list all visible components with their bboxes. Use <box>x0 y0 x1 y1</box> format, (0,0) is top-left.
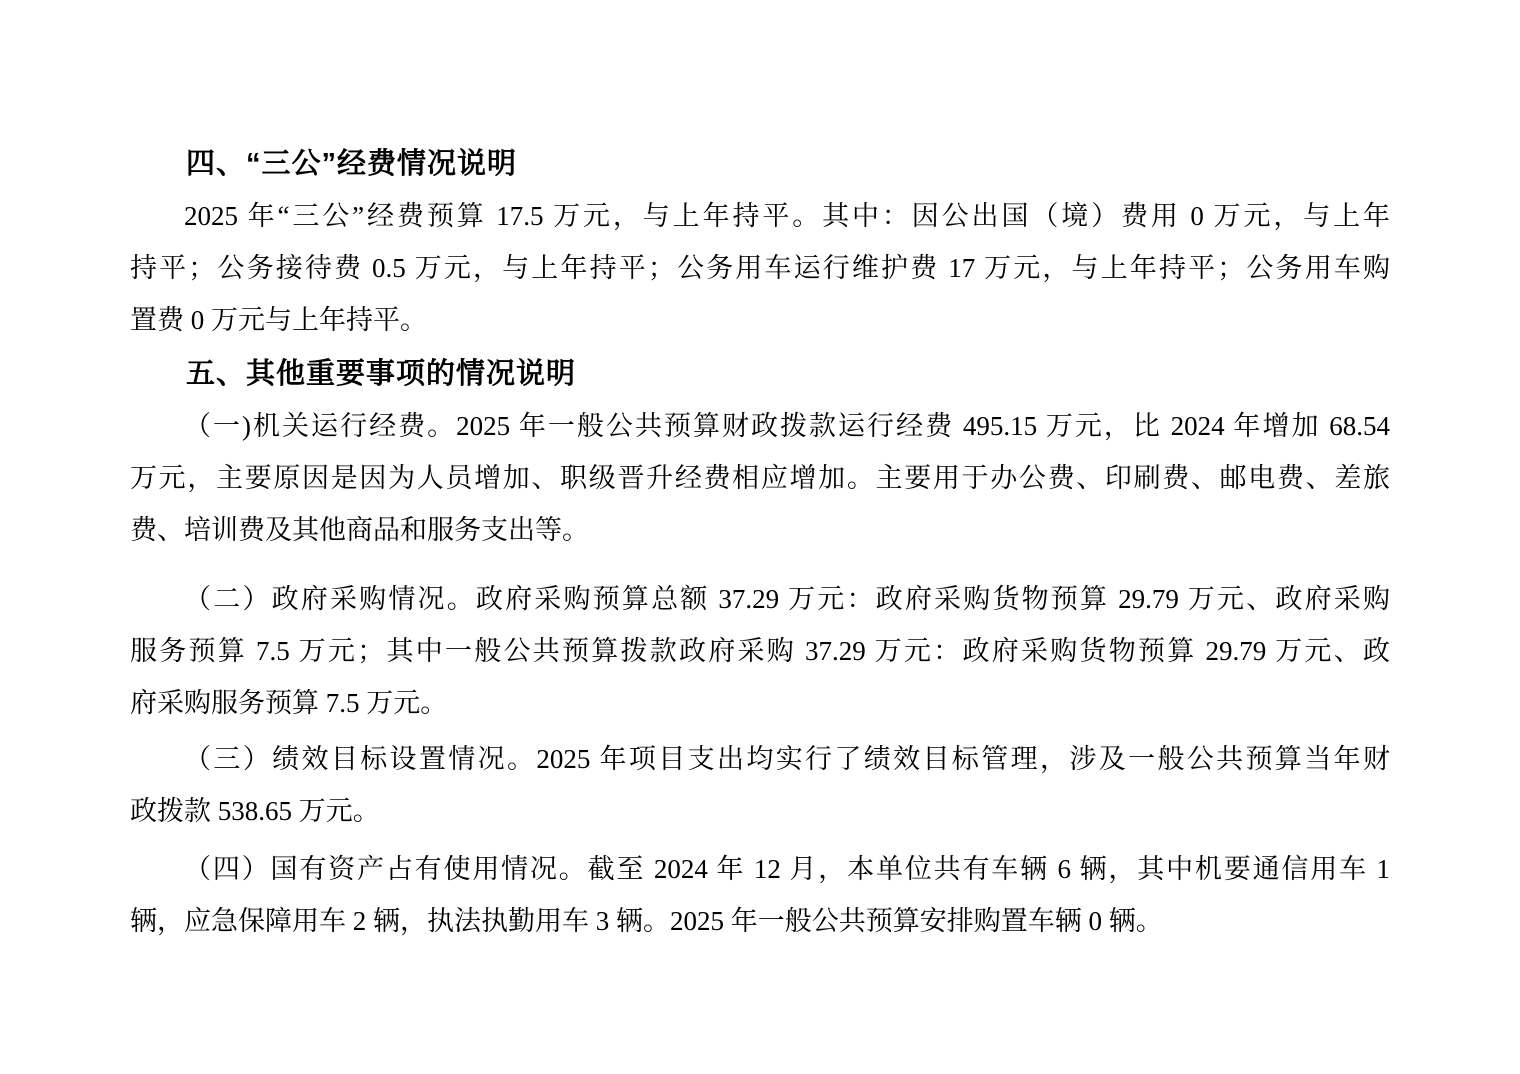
para-state-assets-usage-line-2: 辆，应急保障用车 2 辆，执法执勤用车 3 辆。2025 年一般公共预算安排购置车辆 0 辆。 <box>130 906 1163 936</box>
para-government-procurement-line-2: 服务预算 7.5 万元；其中一般公共预算拨款政府采购 37.29 万元：政府采购货物预算 29.79 万元、政 <box>130 636 1390 666</box>
para-state-assets-usage-line-1: （四）国有资产占有使用情况。截至 2024 年 12 月，本单位共有车辆 6 辆，其中机要通信用车 1 <box>184 854 1390 884</box>
heading-three-public-funds: 四、“三公”经费情况说明 <box>186 148 518 180</box>
heading-other-important-items: 五、其他重要事项的情况说明 <box>186 358 577 390</box>
para-performance-targets-line-1: （三）绩效目标设置情况。2025 年项目支出均实行了绩效目标管理，涉及一般公共预算当年财 <box>184 744 1390 774</box>
para-government-procurement-line-1: （二）政府采购情况。政府采购预算总额 37.29 万元：政府采购货物预算 29.79 万元、政府采购 <box>184 584 1390 614</box>
para-three-public-funds-line-2: 持平；公务接待费 0.5 万元，与上年持平；公务用车运行维护费 17 万元，与上年持平；公务用车购 <box>130 253 1390 283</box>
para-agency-operating-costs-line-1: （一)机关运行经费。2025 年一般公共预算财政拨款运行经费 495.15 万元，比 2024 年增加 68.54 <box>184 411 1390 441</box>
para-performance-targets-line-2: 政拨款 538.65 万元。 <box>130 796 380 826</box>
para-agency-operating-costs-line-2: 万元，主要原因是因为人员增加、职级晋升经费相应增加。主要用于办公费、印刷费、邮电费、差旅 <box>130 463 1390 493</box>
document-body <box>130 0 1390 947</box>
para-three-public-funds-line-1: 2025 年“三公”经费预算 17.5 万元，与上年持平。其中：因公出国（境）费用 0 万元，与上年 <box>184 201 1390 231</box>
para-three-public-funds-line-3: 置费 0 万元与上年持平。 <box>130 305 427 335</box>
para-government-procurement-line-3: 府采购服务预算 7.5 万元。 <box>130 688 448 718</box>
para-agency-operating-costs-line-3: 费、培训费及其他商品和服务支出等。 <box>130 515 589 545</box>
